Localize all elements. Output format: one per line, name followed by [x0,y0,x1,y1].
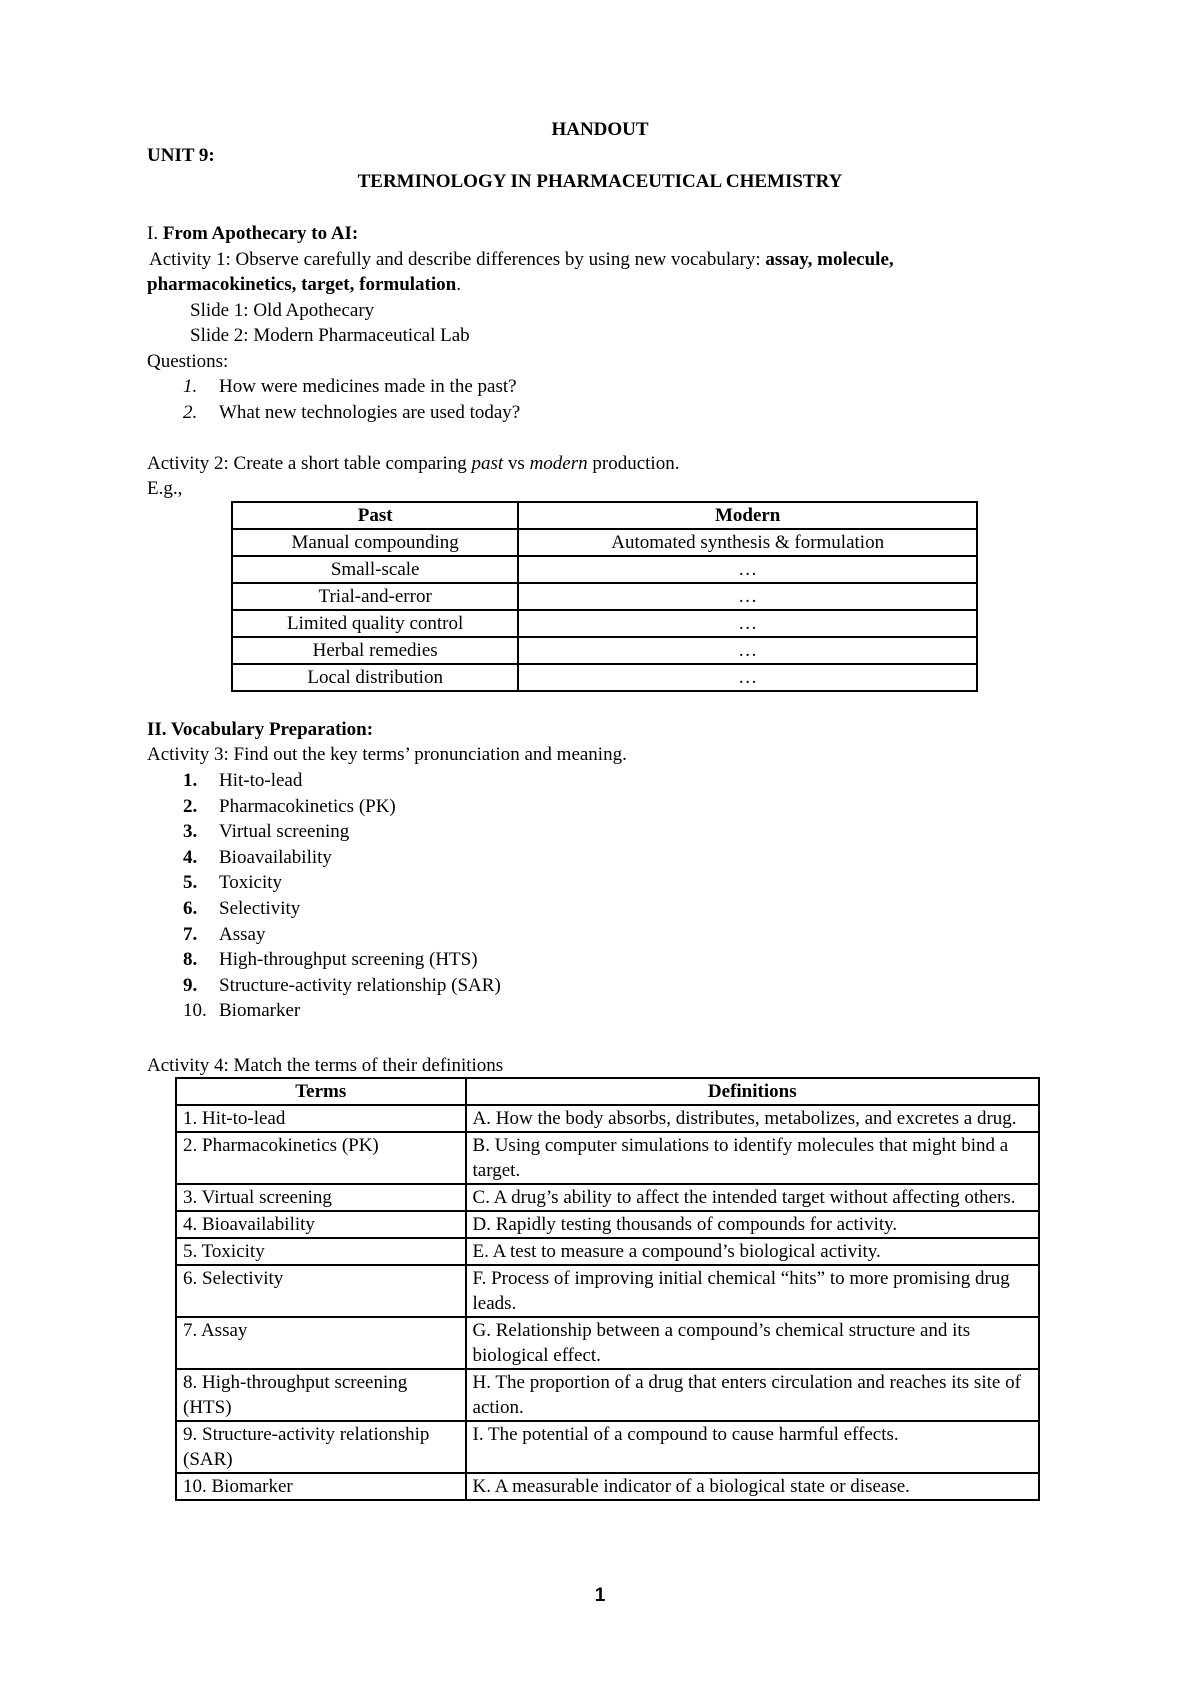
definition-cell: A. How the body absorbs, distributes, metabolizes, and excretes a drug. [466,1105,1039,1132]
section-1-heading [147,221,358,246]
term-cell: 1. Hit-to-lead [176,1105,466,1132]
list-item [183,870,282,895]
table-row [176,1421,1039,1473]
activity-1-intro: Activity 1: Observe carefully and describe differences by using new vocabulary: [149,249,761,270]
table-row [232,664,977,691]
activity-2-line [147,451,679,476]
list-item [183,998,300,1023]
table-row [232,529,977,556]
term-cell: 7. Assay [176,1317,466,1369]
example-label: E.g., [147,478,183,499]
table-row [176,1132,1039,1184]
activity-2-past: past [471,453,504,474]
table-row [232,583,977,610]
list-item-number: 4. [183,847,198,868]
past-cell: Limited quality control [232,610,518,637]
past-cell: Manual compounding [232,529,518,556]
modern-cell: … [518,637,977,664]
list-item [183,973,501,998]
activity-2-end: production. [592,453,680,474]
handout-heading: HANDOUT [551,119,649,140]
modern-cell: … [518,583,977,610]
table-row [176,1211,1039,1238]
list-item-text: Pharmacokinetics (PK) [219,796,396,817]
section-1-number: I. [147,223,159,244]
activity-1-period: . [456,274,461,295]
slide-2: Slide 2: Modern Pharmaceutical Lab [190,325,470,346]
section-2-title: II. Vocabulary Preparation: [147,719,374,740]
definition-cell: H. The proportion of a drug that enters circulation and reaches its site of action. [466,1369,1039,1421]
past-cell: Herbal remedies [232,637,518,664]
list-item-number: 10. [183,1000,207,1021]
slide-1: Slide 1: Old Apothecary [190,300,375,321]
activity-2-vs: vs [507,453,525,474]
table-row [232,556,977,583]
table-row [176,1238,1039,1265]
activity-2-intro: Activity 2: Create a short table comparing [147,453,467,474]
definition-cell: D. Rapidly testing thousands of compounds for activity. [466,1211,1039,1238]
definition-cell: G. Relationship between a compound’s chemical structure and its biological effect. [466,1317,1039,1369]
past-cell: Local distribution [232,664,518,691]
column-header: Modern [518,502,977,529]
list-item [183,794,396,819]
definition-cell: C. A drug’s ability to affect the intended target without affecting others. [466,1184,1039,1211]
table-row [176,1105,1039,1132]
term-cell: 2. Pharmacokinetics (PK) [176,1132,466,1184]
list-item-number: 3. [183,821,198,842]
modern-cell: Automated synthesis & formulation [518,529,977,556]
activity-1-line-2 [147,272,461,297]
definition-cell: B. Using computer simulations to identify molecules that might bind a target. [466,1132,1039,1184]
question-text: What new technologies are used today? [219,402,521,423]
document-title: TERMINOLOGY IN PHARMACEUTICAL CHEMISTRY [357,171,843,192]
definition-cell: I. The potential of a compound to cause harmful effects. [466,1421,1039,1473]
comparison-table [231,501,978,692]
table-row [232,637,977,664]
table-row [176,1184,1039,1211]
past-cell: Small-scale [232,556,518,583]
activity-3-line: Activity 3: Find out the key terms’ pronunciation and meaning. [147,744,627,765]
list-item-text: High-throughput screening (HTS) [219,949,478,970]
question-number: 2. [183,402,198,423]
term-cell: 6. Selectivity [176,1265,466,1317]
list-item-text: Selectivity [219,898,301,919]
section-1-title: From Apothecary to AI: [162,223,359,244]
page-number: 1 [594,1585,606,1606]
activity-1-terms-a: assay, molecule, [765,249,894,270]
list-item-text: Biomarker [219,1000,301,1021]
table-row [176,1265,1039,1317]
list-item [183,819,349,844]
term-cell: 8. High-throughput screening (HTS) [176,1369,466,1421]
modern-cell: … [518,610,977,637]
term-cell: 10. Biomarker [176,1473,466,1500]
list-item-number: 2. [183,796,198,817]
list-item [183,845,332,870]
list-item [183,947,478,972]
list-item [183,922,265,947]
column-header: Definitions [466,1078,1039,1105]
activity-1-terms-b: pharmacokinetics, target, formulation [147,274,457,295]
matching-table [175,1077,1040,1501]
list-item-number: 1. [183,770,198,791]
list-item [183,896,300,921]
list-item-number: 7. [183,924,198,945]
column-header: Past [232,502,518,529]
table-row [176,1317,1039,1369]
list-item-text: Toxicity [219,872,283,893]
list-item-text: Structure-activity relationship (SAR) [219,975,501,996]
list-item-text: Virtual screening [219,821,350,842]
unit-label: UNIT 9: [147,145,215,166]
term-cell: 4. Bioavailability [176,1211,466,1238]
question-number: 1. [183,376,198,397]
matching-table-body [176,1105,1039,1500]
table-row [176,1473,1039,1500]
definition-cell: E. A test to measure a compound’s biological activity. [466,1238,1039,1265]
term-cell: 5. Toxicity [176,1238,466,1265]
table-row [176,1369,1039,1421]
question-item [183,400,520,425]
activity-4-line: Activity 4: Match the terms of their definitions [147,1055,504,1076]
term-cell: 3. Virtual screening [176,1184,466,1211]
modern-cell: … [518,556,977,583]
question-text: How were medicines made in the past? [219,376,517,397]
comparison-table-body [232,529,977,691]
activity-2-modern: modern [529,453,588,474]
modern-cell: … [518,664,977,691]
list-item-number: 8. [183,949,198,970]
table-header-row [232,502,977,529]
list-item-number: 9. [183,975,198,996]
term-cell: 9. Structure-activity relationship (SAR) [176,1421,466,1473]
column-header: Terms [176,1078,466,1105]
past-cell: Trial-and-error [232,583,518,610]
list-item-number: 5. [183,872,198,893]
list-item-number: 6. [183,898,198,919]
list-item-text: Bioavailability [219,847,332,868]
questions-label: Questions: [147,351,229,372]
table-header-row [176,1078,1039,1105]
table-row [232,610,977,637]
definition-cell: F. Process of improving initial chemical “hits” to more promising drug leads. [466,1265,1039,1317]
activity-1-line [149,247,894,272]
list-item-text: Hit-to-lead [219,770,303,791]
definition-cell: K. A measurable indicator of a biological state or disease. [466,1473,1039,1500]
question-item [183,374,517,399]
list-item-text: Assay [219,924,266,945]
list-item [183,768,302,793]
